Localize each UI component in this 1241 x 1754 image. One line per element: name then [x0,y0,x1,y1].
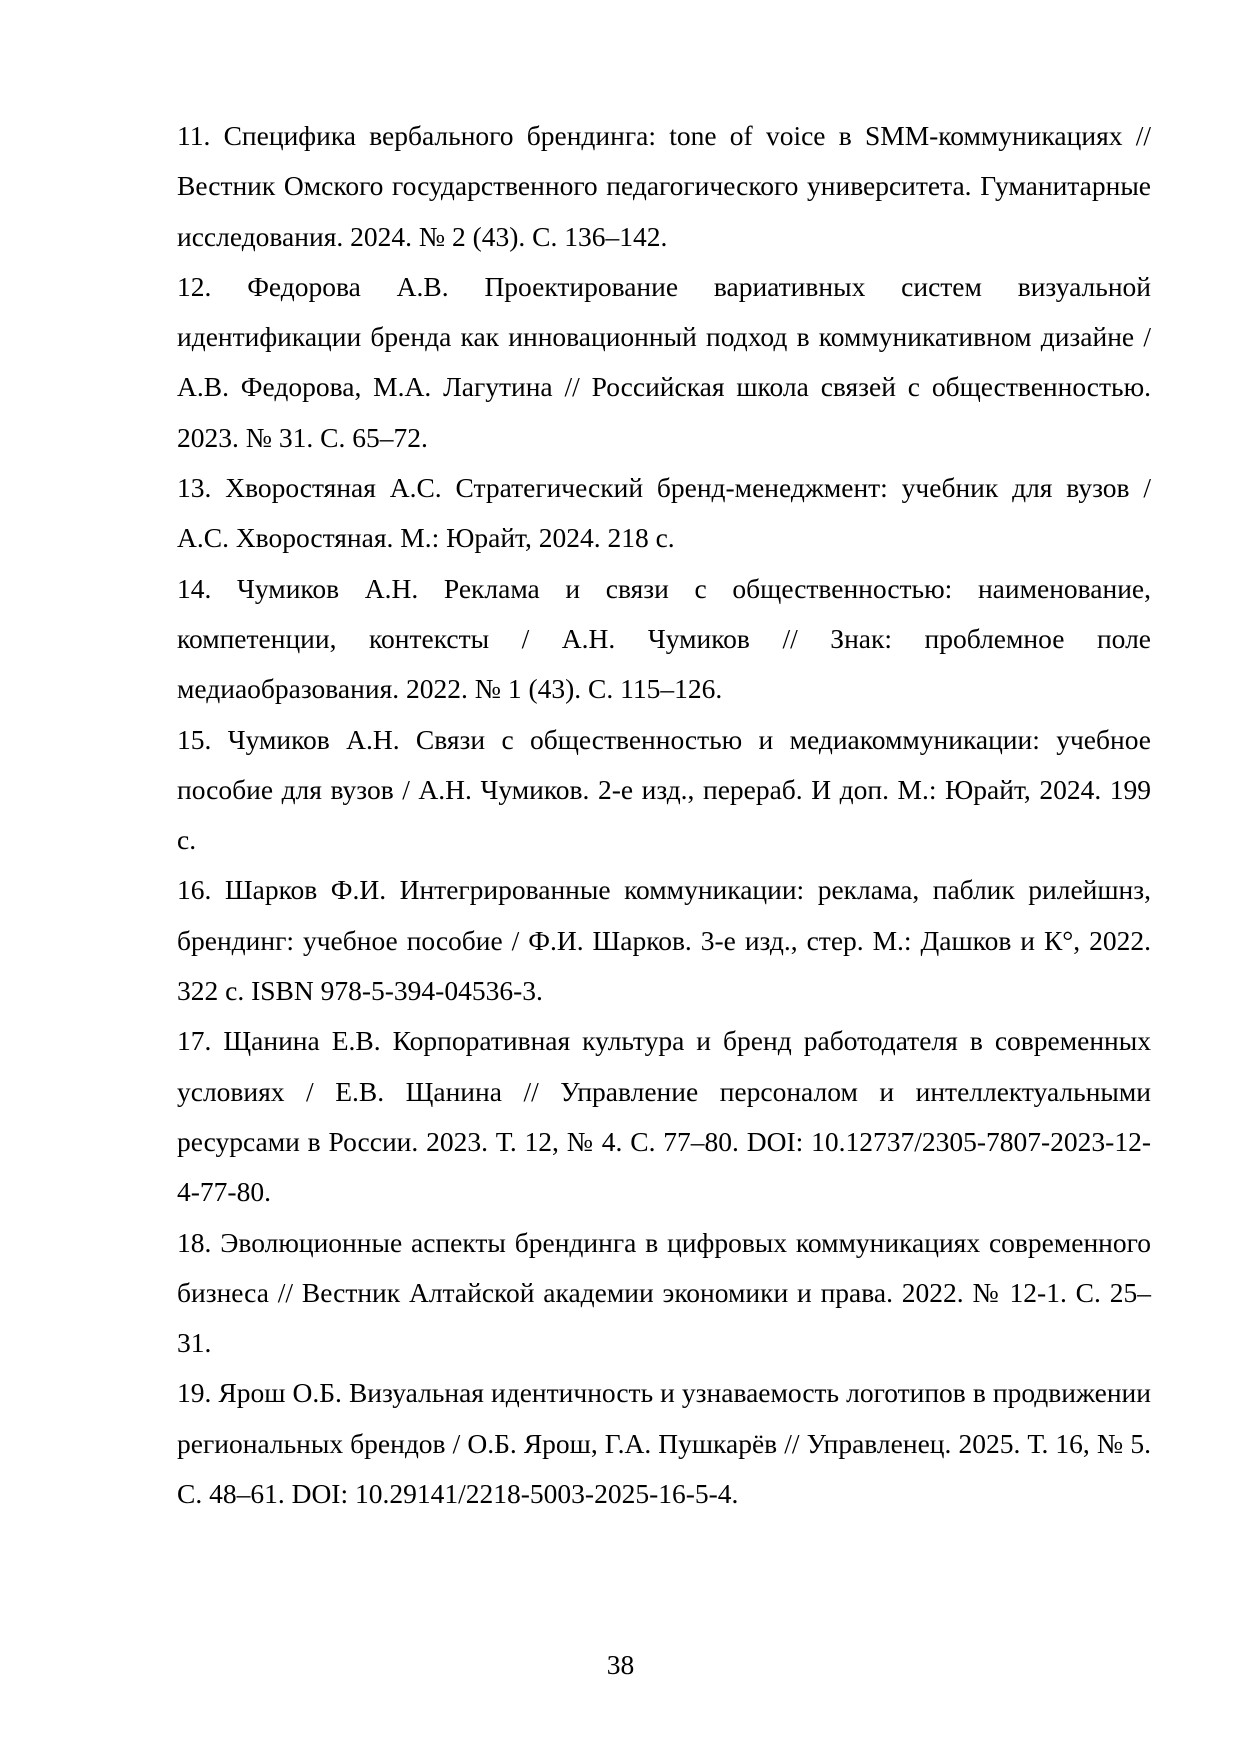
reference-item: 16. Шарков Ф.И. Интегрированные коммуникации: реклама, паблик рилейшнз, брендинг: учебное пособие / Ф.И. Шарков. 3-е изд., стер. М.: Дашков и К°, 2022. 322 с. ISBN 978-5-394-04536-3. [177,874,1151,1007]
page-number: 38 [606,1649,635,1680]
reference-item: 17. Щанина Е.В. Корпоративная культура и бренд работодателя в современных условиях / Е.В. Щанина // Управление персоналом и интеллектуальными ресурсами в России. 2023. Т. 12, № 4. С. 77–80. DOI: 10.12737/2305-7807-2023-12-4-77-80. [177,1025,1151,1208]
reference-item: 18. Эволюционные аспекты брендинга в цифровых коммуникациях современного бизнеса // Вестник Алтайской академии экономики и права. 2022. № 12-1. С. 25–31. [177,1226,1151,1359]
reference-item: 19. Ярош О.Б. Визуальная идентичность и узнаваемость логотипов в продвижении региональных брендов / О.Б. Ярош, Г.А. Пушкарёв // Управленец. 2025. Т. 16, № 5. С. 48–61. DOI: 10.29141/2218-5003-2025-16-5-4. [177,1377,1151,1510]
reference-item: 13. Хворостяная А.С. Стратегический бренд-менеджмент: учебник для вузов / А.С. Хворостяная. М.: Юрайт, 2024. 218 с. [177,472,1151,554]
reference-item: 12. Федорова А.В. Проектирование вариативных систем визуальной идентификации бренда как инновационный подход в коммуникативном дизайне / А.В. Федорова, М.А. Лагутина // Российская школа связей с общественностью. 2023. № 31. С. 65–72. [177,270,1151,453]
reference-item: 14. Чумиков А.Н. Реклама и связи с общественностью: наименование, компетенции, контексты / А.Н. Чумиков // Знак: проблемное поле медиаобразования. 2022. № 1 (43). С. 115–126. [177,572,1151,705]
reference-item: 11. Специфика вербального брендинга: tone of voice в SMM-коммуникациях // Вестник Омского государственного педагогического университета. Гуманитарные исследования. 2024. № 2 (43). С. 136–142. [177,120,1151,252]
reference-list [177,111,1151,1519]
reference-item: 15. Чумиков А.Н. Связи с общественностью и медиакоммуникации: учебное пособие для вузов / А.Н. Чумиков. 2-е изд., перераб. И доп. М.: Юрайт, 2024. 199 с. [177,723,1151,856]
